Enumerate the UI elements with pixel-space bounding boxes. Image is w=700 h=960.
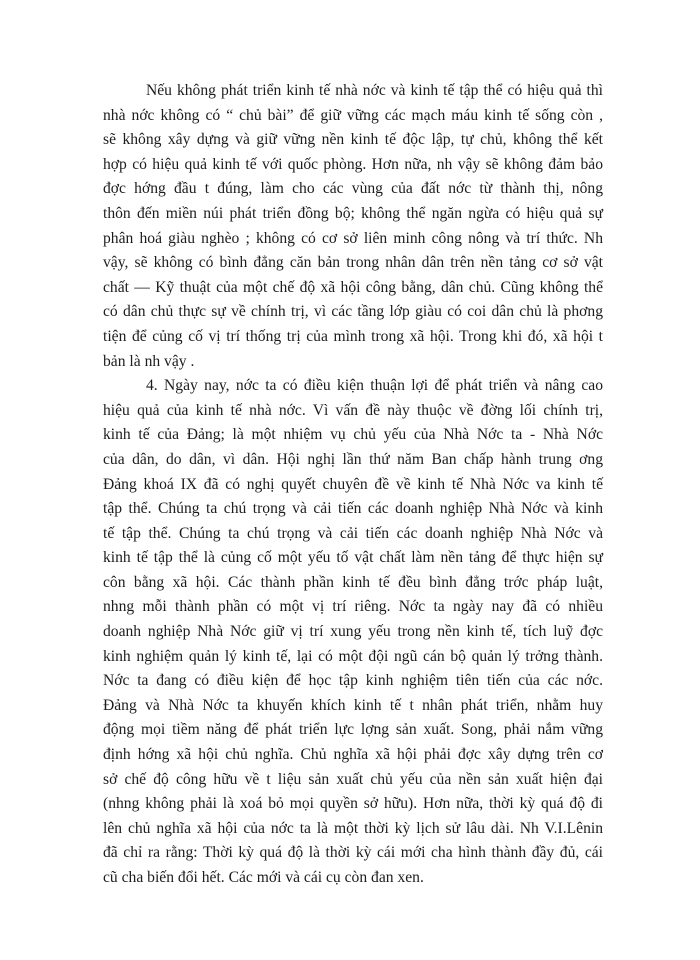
paragraph-2-line-7: tế tập thể. Chúng ta chú trọng và cải tiến các doanh nghiệp Nhà Nớc và: [103, 524, 603, 542]
paragraph-2-line-14: Đảng và Nhà Nớc ta khuyến khích kinh tế t nhân phát triển, nhằm huy: [103, 696, 603, 714]
body-text: [103, 79, 603, 891]
paragraph-1-line-12: bản là nh vậy .: [103, 352, 195, 370]
paragraph-2-line-3: kinh tế của Đảng; là một nhiệm vụ chủ yếu của Nhà Nớc ta - Nhà Nớc: [103, 426, 603, 444]
paragraph-2-line-18: (nhng không phải là xoá bỏ mọi quyền sở hữu). Hơn nữa, thời kỳ quá độ đi: [103, 795, 603, 813]
paragraph-2-line-2: hiệu quả của kinh tế nhà nớc. Vì vấn đề này thuộc về đờng lối chính trị,: [103, 401, 603, 419]
paragraph-2-line-16: định hớng xã hội chủ nghĩa. Chủ nghĩa xã hội phải đợc xây dựng trên cơ: [103, 746, 603, 764]
paragraph-2-line-17: sở chế độ công hữu về t liệu sản xuất chủ yếu của nền sản xuất hiện đại: [103, 770, 603, 788]
paragraph-1-line-1: Nếu không phát triển kinh tế nhà nớc và kinh tế tập thể có hiệu quả thì: [146, 82, 603, 99]
paragraph-1-line-3: sẽ không xây dựng và giữ vững nền kinh tế độc lập, tự chủ, không thể kết: [103, 131, 603, 149]
paragraph-2-line-5: Đảng khoá IX đã có nghị quyết chuyên đề về kinh tế Nhà Nớc va kinh tế: [103, 475, 603, 493]
paragraph-1-line-9: chất — Kỹ thuật của một chế độ xã hội công bằng, dân chủ. Cũng không thể: [103, 278, 603, 296]
paragraph-2-line-20: đã chỉ ra rằng: Thời kỳ quá độ là thời kỳ cái mới cha hình thành đầy đủ, cái: [103, 844, 603, 862]
paragraph-1-line-8: vậy, sẽ không có bình đẳng căn bản trong nhân dân trên nền tảng cơ sở vật: [103, 254, 603, 272]
paragraph-2-line-13: Nớc ta đang có điều kiện để học tập kinh nghiệm tiên tiến của các nớc.: [103, 672, 603, 690]
paragraph-1-line-7: phân hoá giàu nghèo ; không có cơ sở liên minh công nông và trí thức. Nh: [103, 229, 603, 247]
paragraph-1-line-4: hợp có hiệu quả kinh tế với quốc phòng. Hơn nữa, nh vậy sẽ không đảm bảo: [103, 155, 603, 173]
paragraph-2-line-11: doanh nghiệp Nhà Nớc giữ vị trí xung yếu trong nền kinh tế, tích luỹ đợc: [103, 623, 603, 641]
paragraph-2-line-8: kinh tế tập thể là củng cố một yếu tố vật chất làm nền tảng để thực hiện sự: [103, 549, 603, 567]
paragraph-1-line-5: đợc hớng đầu t đúng, làm cho các vùng của đất nớc từ thành thị, nông: [103, 180, 603, 198]
paragraph-2-line-6: tập thể. Chúng ta chú trọng và cải tiến các doanh nghiệp Nhà Nớc và kinh: [103, 500, 603, 518]
paragraph-2-line-21: cũ cha biến đổi hết. Các mới và cái cụ còn đan xen.: [103, 869, 424, 886]
paragraph-2-line-12: kinh nghiệm quản lý kinh tế, lại có một đội ngũ cán bộ quản lý trởng thành.: [103, 647, 603, 665]
paragraph-2-line-9: côn bằng xã hội. Các thành phần kinh tế đều bình đẳng trớc pháp luật,: [103, 573, 603, 591]
paragraph-1-line-10: có dân chủ thực sự về chính trị, vì các tầng lớp giàu có coi dân chủ là phơng: [103, 303, 603, 321]
paragraph-1-line-11: tiện để củng cố vị trí thống trị của mình trong xã hội. Trong khi đó, xã hội t: [103, 327, 603, 345]
paragraph-1-line-2: nhà nớc không có “ chủ bài” để giữ vững các mạch máu kinh tế sống còn ,: [103, 106, 603, 124]
paragraph-2-line-10: nhng mỗi thành phần có một vị trí riêng. Nớc ta ngày nay đã có nhiều: [103, 598, 603, 616]
paragraph-1-line-6: thôn đến miền núi phát triển đồng bộ; không thể ngăn ngừa có hiệu quả sự: [103, 204, 603, 222]
paragraph-2-line-19: lên chủ nghĩa xã hội của nớc ta là một thời kỳ lịch sử lâu dài. Nh V.I.Lênin: [103, 819, 603, 837]
paragraph-2-line-4: của dân, do dân, vì dân. Hội nghị lần thứ năm Ban chấp hành trung ơng: [103, 450, 603, 468]
paragraph-2-line-15: động mọi tiềm năng để phát triển lực lợng sản xuất. Song, phải nắm vững: [103, 721, 603, 739]
paragraph-2-line-1: 4. Ngày nay, nớc ta có điều kiện thuận lợi để phát triển và nâng cao: [146, 377, 603, 395]
